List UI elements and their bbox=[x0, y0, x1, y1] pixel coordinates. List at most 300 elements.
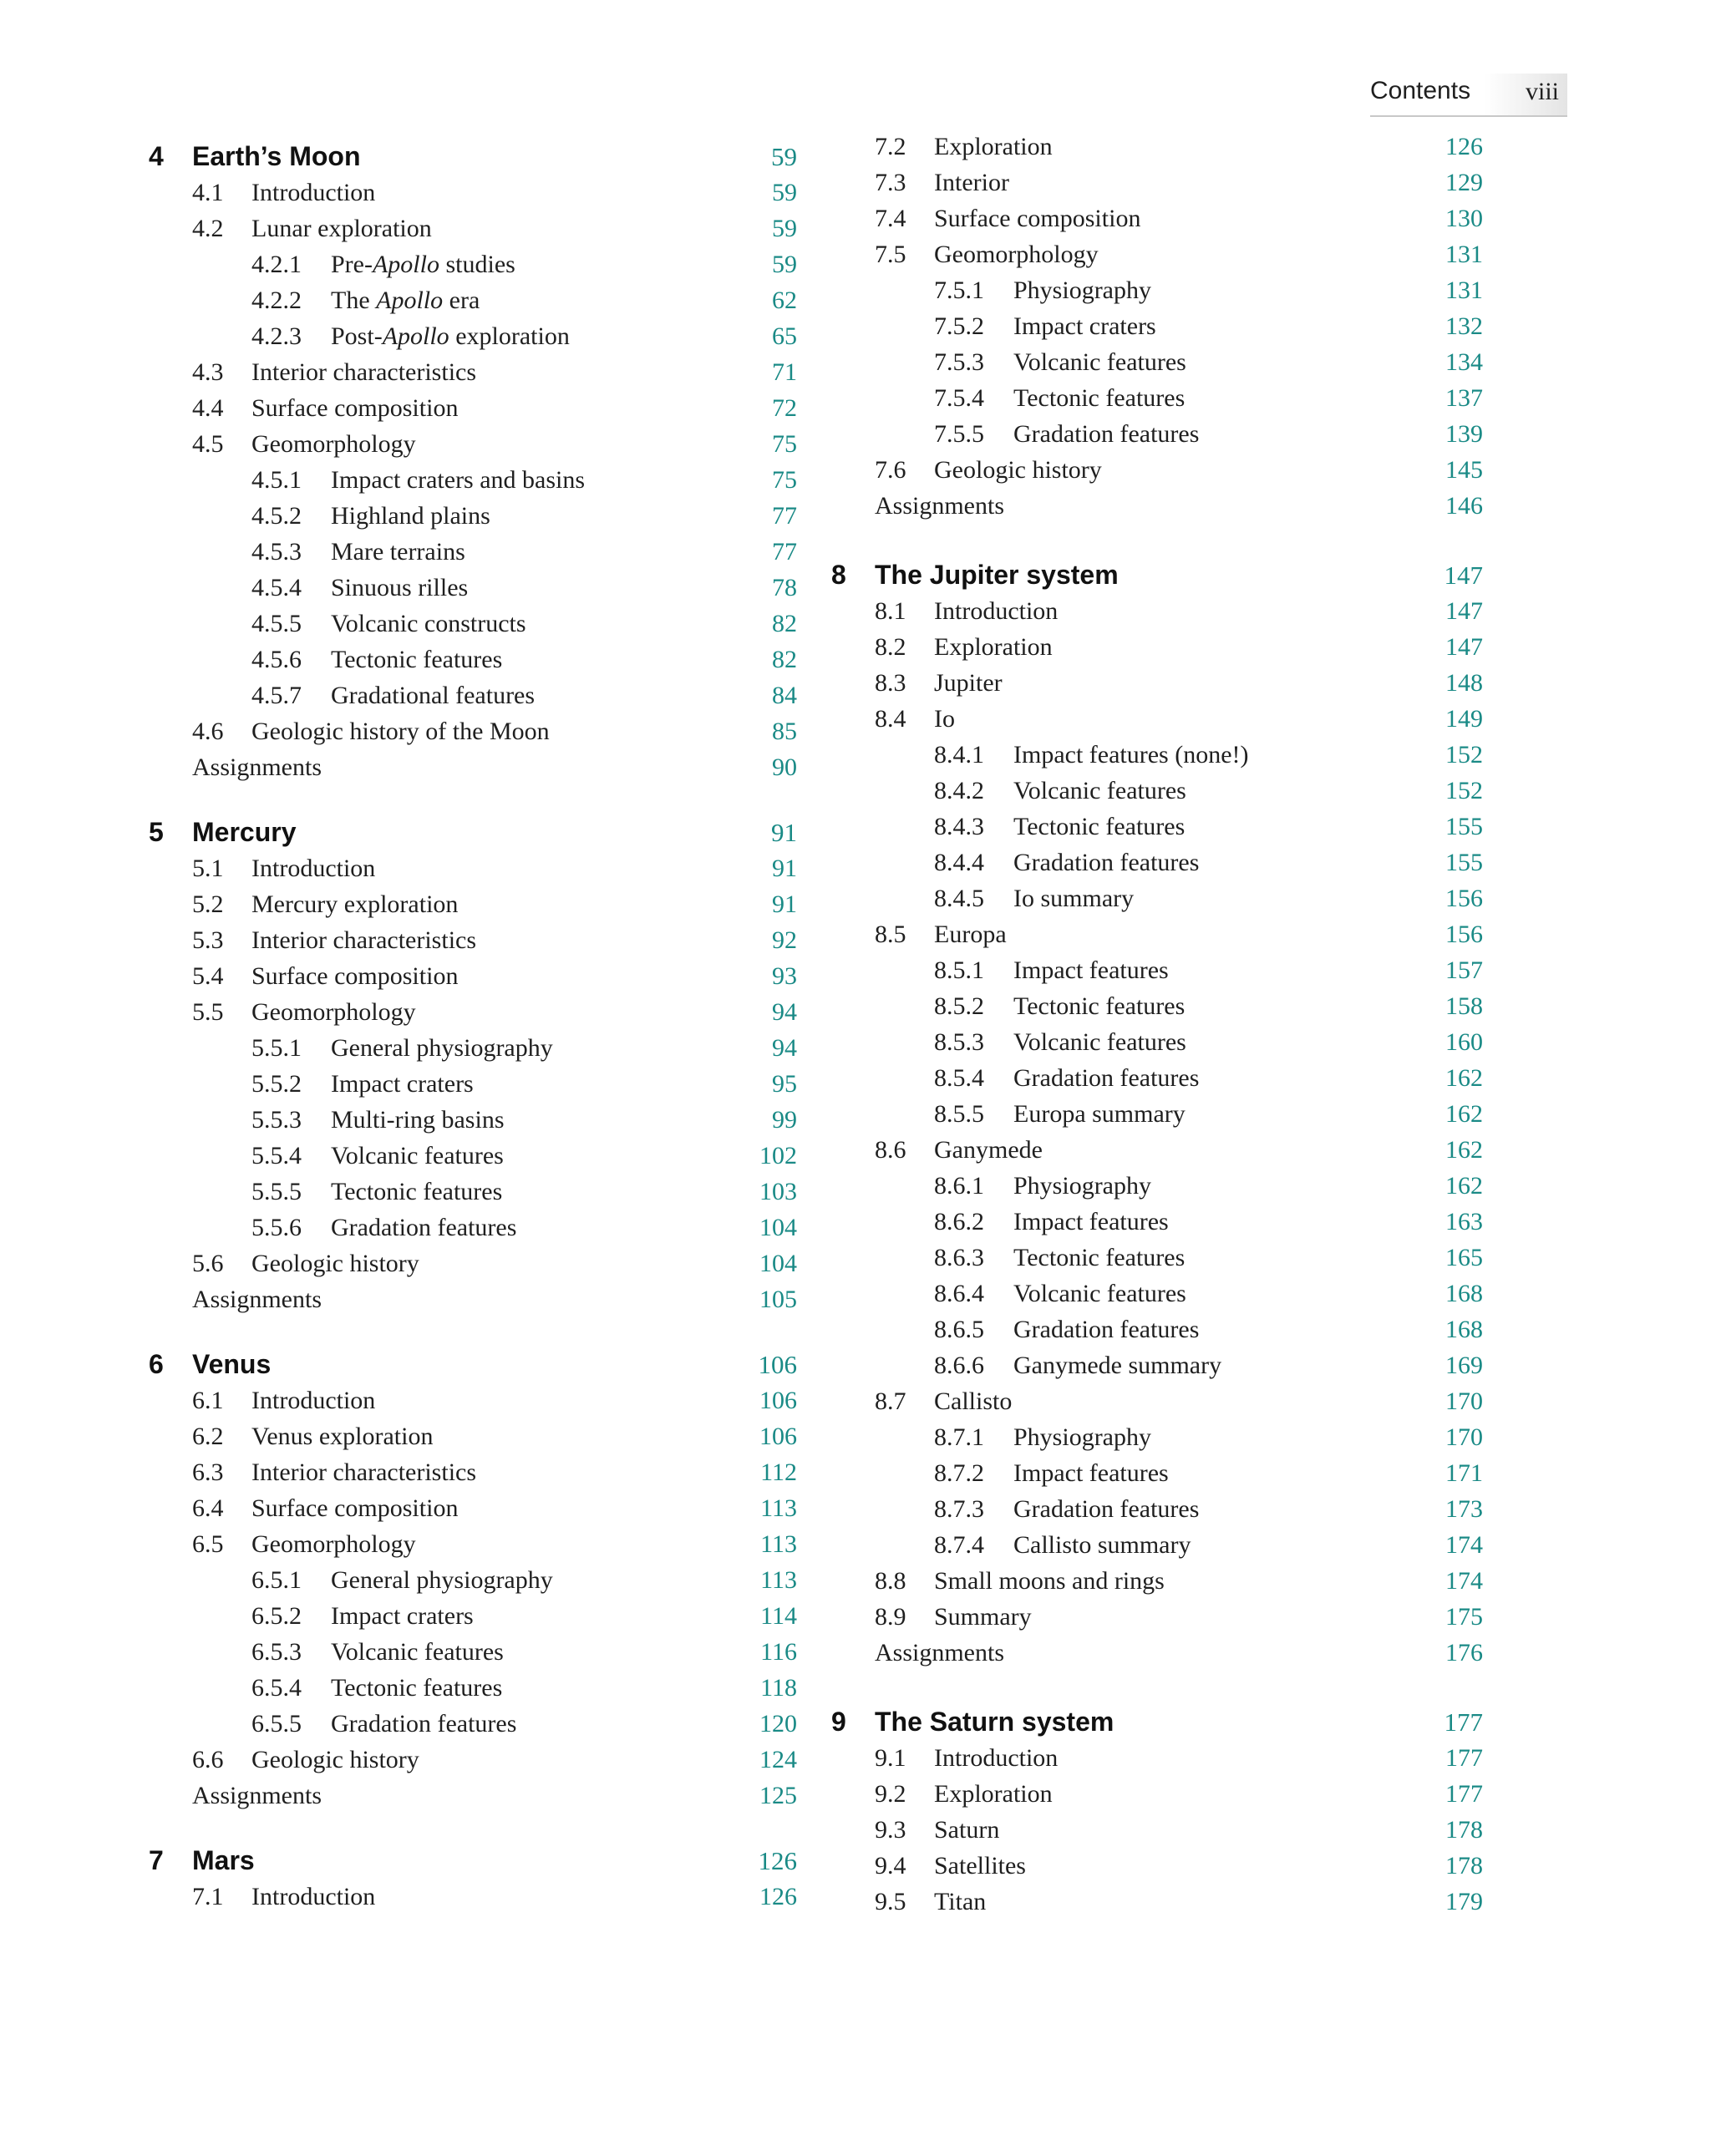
toc-sub-row[interactable] bbox=[149, 1102, 797, 1138]
toc-page-number[interactable]: 134 bbox=[1445, 348, 1483, 376]
toc-page-number[interactable]: 113 bbox=[760, 1494, 797, 1522]
toc-entry-number: 5.3 bbox=[192, 926, 224, 954]
toc-page-number[interactable]: 148 bbox=[1445, 669, 1483, 697]
toc-entry-title: Volcanic features bbox=[1013, 777, 1186, 804]
toc-sub-row[interactable] bbox=[149, 498, 797, 534]
toc-page-number[interactable]: 95 bbox=[772, 1070, 797, 1098]
toc-page-number[interactable]: 114 bbox=[760, 1602, 797, 1630]
toc-sub-row[interactable] bbox=[831, 1240, 1483, 1276]
toc-entry-title: Mars bbox=[192, 1845, 255, 1875]
toc-sub-row[interactable] bbox=[831, 308, 1483, 344]
toc-section-row[interactable] bbox=[149, 1879, 797, 1915]
running-header bbox=[1370, 74, 1567, 117]
toc-page-number[interactable]: 125 bbox=[759, 1782, 797, 1809]
toc-page-number[interactable]: 102 bbox=[759, 1142, 797, 1169]
toc-section-row[interactable] bbox=[149, 994, 797, 1030]
toc-sub-row[interactable] bbox=[831, 1060, 1483, 1096]
toc-chapter-row[interactable] bbox=[149, 1347, 797, 1382]
toc-sub-row[interactable] bbox=[831, 1024, 1483, 1060]
toc-entry-title: Tectonic features bbox=[1013, 992, 1186, 1020]
toc-section-row[interactable] bbox=[149, 850, 797, 886]
toc-sub-row[interactable] bbox=[831, 416, 1483, 452]
toc-section-row[interactable] bbox=[831, 1383, 1483, 1419]
toc-page-number[interactable]: 99 bbox=[772, 1106, 797, 1134]
toc-entry-number: 6.4 bbox=[192, 1494, 224, 1522]
toc-assign-row[interactable] bbox=[149, 1778, 797, 1814]
toc-section-row[interactable] bbox=[831, 1812, 1483, 1848]
toc-section-row[interactable] bbox=[831, 1132, 1483, 1168]
toc-entry-number: 5.1 bbox=[192, 855, 224, 882]
toc-page-number[interactable]: 176 bbox=[1445, 1639, 1483, 1666]
toc-page-number[interactable]: 175 bbox=[1445, 1603, 1483, 1631]
toc-page-number[interactable]: 126 bbox=[759, 1883, 797, 1910]
toc-page-number[interactable]: 85 bbox=[772, 718, 797, 745]
toc-entry-title: Introduction bbox=[251, 1387, 376, 1414]
toc-sub-row[interactable] bbox=[831, 1204, 1483, 1240]
toc-sub-row[interactable] bbox=[831, 1419, 1483, 1455]
toc-page-number[interactable]: 177 bbox=[1444, 1707, 1483, 1737]
toc-entry-number: 8.1 bbox=[875, 597, 906, 625]
toc-section-row[interactable] bbox=[149, 1245, 797, 1281]
toc-page-number[interactable]: 78 bbox=[772, 574, 797, 601]
toc-section-row[interactable] bbox=[831, 1740, 1483, 1776]
toc-entry-title: Volcanic features bbox=[1013, 348, 1186, 376]
toc-page-number[interactable]: 155 bbox=[1445, 849, 1483, 876]
toc-page-number[interactable]: 131 bbox=[1445, 241, 1483, 268]
toc-entry-number: 7 bbox=[149, 1845, 164, 1875]
toc-assign-row[interactable] bbox=[149, 749, 797, 785]
toc-entry-title: Impact features bbox=[1013, 1208, 1169, 1235]
toc-entry-title: Assignments bbox=[192, 753, 322, 781]
toc-entry-number: 8.6.5 bbox=[934, 1316, 984, 1343]
toc-page-number[interactable]: 84 bbox=[772, 682, 797, 709]
toc-entry-title: Io bbox=[934, 705, 955, 733]
toc-page-number[interactable]: 163 bbox=[1445, 1208, 1483, 1235]
toc-entry-number: 9.5 bbox=[875, 1888, 906, 1915]
toc-chapter-row[interactable] bbox=[831, 1704, 1483, 1740]
toc-entry-title: Impact features (none!) bbox=[1013, 741, 1249, 769]
toc-entry-number: 5.6 bbox=[192, 1250, 224, 1277]
toc-sub-row[interactable] bbox=[831, 380, 1483, 416]
toc-entry-number: 8.7 bbox=[875, 1387, 906, 1415]
toc-entry-title bbox=[331, 318, 570, 354]
toc-page-number[interactable]: 126 bbox=[758, 1846, 797, 1875]
toc-entry-number: 7.5.3 bbox=[934, 348, 984, 376]
toc-sub-row[interactable] bbox=[831, 952, 1483, 988]
toc-section-row[interactable] bbox=[149, 175, 797, 211]
toc-entry-title: Assignments bbox=[192, 1782, 322, 1809]
toc-page-number[interactable]: 94 bbox=[772, 998, 797, 1026]
toc-assign-row[interactable] bbox=[831, 488, 1483, 524]
toc-entry-title: Impact craters bbox=[1013, 312, 1156, 340]
toc-page-number[interactable]: 146 bbox=[1445, 492, 1483, 520]
toc-entry-title: Gradational features bbox=[331, 682, 536, 709]
toc-entry-number: 8.6.1 bbox=[934, 1172, 984, 1200]
toc-entry-title: Gradation features bbox=[331, 1710, 517, 1737]
toc-sub-row[interactable] bbox=[831, 272, 1483, 308]
toc-page-number[interactable]: 156 bbox=[1445, 885, 1483, 912]
toc-entry-title: Geomorphology bbox=[934, 241, 1099, 268]
toc-entry-number: 7.5 bbox=[875, 241, 906, 268]
toc-page-number[interactable]: 170 bbox=[1445, 1387, 1483, 1415]
toc-sub-row[interactable] bbox=[149, 677, 797, 713]
toc-section-row[interactable] bbox=[149, 211, 797, 246]
toc-page-number[interactable]: 106 bbox=[759, 1387, 797, 1414]
toc-entry-number: 4.2.1 bbox=[251, 251, 302, 278]
toc-entry-number: 8.5.4 bbox=[934, 1064, 984, 1092]
toc-page-number[interactable]: 90 bbox=[772, 753, 797, 781]
toc-page-number[interactable]: 126 bbox=[1445, 133, 1483, 160]
toc-page-number[interactable]: 65 bbox=[772, 322, 797, 350]
toc-entry-title: Exploration bbox=[934, 1780, 1053, 1808]
toc-section-row[interactable] bbox=[831, 129, 1483, 165]
toc-section-row[interactable] bbox=[149, 1490, 797, 1526]
toc-page-number[interactable]: 91 bbox=[772, 855, 797, 882]
toc-section-row[interactable] bbox=[149, 1454, 797, 1490]
toc-entry-title: Volcanic features bbox=[1013, 1028, 1186, 1056]
toc-page-number[interactable]: 179 bbox=[1445, 1888, 1483, 1915]
toc-page-number[interactable]: 71 bbox=[772, 358, 797, 386]
toc-page-number[interactable]: 160 bbox=[1445, 1028, 1483, 1056]
toc-entry-title: Introduction bbox=[251, 1883, 376, 1910]
toc-section-row[interactable] bbox=[149, 426, 797, 462]
toc-entry-number: 8.4 bbox=[875, 705, 906, 733]
toc-entry-title: Volcanic features bbox=[1013, 1280, 1186, 1307]
toc-section-row[interactable] bbox=[831, 593, 1483, 629]
toc-section-row[interactable] bbox=[831, 665, 1483, 701]
toc-page-number[interactable]: 177 bbox=[1445, 1780, 1483, 1808]
toc-sub-row[interactable] bbox=[831, 1311, 1483, 1347]
toc-sub-row[interactable] bbox=[831, 809, 1483, 845]
toc-page-number[interactable]: 131 bbox=[1445, 276, 1483, 304]
toc-page-number[interactable]: 162 bbox=[1445, 1100, 1483, 1128]
toc-page-number[interactable]: 113 bbox=[760, 1530, 797, 1558]
toc-sub-row[interactable] bbox=[149, 534, 797, 570]
toc-page-number[interactable]: 59 bbox=[772, 179, 797, 206]
toc-entry-title: Saturn bbox=[934, 1816, 1000, 1844]
toc-chapter-row[interactable] bbox=[831, 557, 1483, 593]
toc-page-number[interactable]: 116 bbox=[760, 1638, 797, 1666]
toc-entry-title: General physiography bbox=[331, 1566, 553, 1594]
toc-section-row[interactable] bbox=[831, 165, 1483, 200]
toc-page-number[interactable]: 59 bbox=[771, 142, 797, 171]
toc-page-number[interactable]: 129 bbox=[1445, 169, 1483, 196]
toc-section-row[interactable] bbox=[831, 452, 1483, 488]
toc-sub-row[interactable] bbox=[149, 606, 797, 642]
toc-sub-row[interactable] bbox=[831, 773, 1483, 809]
toc-sub-row[interactable] bbox=[149, 1562, 797, 1598]
toc-entry-title: Io summary bbox=[1013, 885, 1135, 912]
toc-entry-title: Introduction bbox=[251, 855, 376, 882]
toc-entry-title: Gradation features bbox=[331, 1214, 517, 1241]
toc-entry-title: Surface composition bbox=[251, 394, 459, 422]
toc-entry-number: 6.5.2 bbox=[251, 1602, 302, 1630]
toc-entry-title: Summary bbox=[934, 1603, 1032, 1631]
toc-entry-title: Geomorphology bbox=[251, 430, 416, 458]
toc-entry-title: Surface composition bbox=[251, 1494, 459, 1522]
toc-section-row[interactable] bbox=[149, 1742, 797, 1778]
toc-sub-row[interactable] bbox=[831, 988, 1483, 1024]
toc-page-number[interactable]: 106 bbox=[759, 1423, 797, 1450]
toc-section-row[interactable] bbox=[149, 390, 797, 426]
toc-page-number[interactable]: 118 bbox=[760, 1674, 797, 1702]
toc-chapter-row[interactable] bbox=[149, 1843, 797, 1879]
toc-entry-title: Assignments bbox=[875, 492, 1005, 520]
toc-entry-title: Interior characteristics bbox=[251, 358, 477, 386]
toc-entry-number: 8.2 bbox=[875, 633, 906, 661]
toc-entry-number: 4.5.7 bbox=[251, 682, 302, 709]
toc-section-row[interactable] bbox=[149, 1526, 797, 1562]
toc-sub-row[interactable] bbox=[831, 1347, 1483, 1383]
toc-section-row[interactable] bbox=[149, 922, 797, 958]
toc-page-number[interactable]: 174 bbox=[1445, 1567, 1483, 1595]
toc-page-number[interactable]: 171 bbox=[1445, 1459, 1483, 1487]
toc-page-number[interactable]: 77 bbox=[772, 538, 797, 566]
toc-entry-number: 4.1 bbox=[192, 179, 224, 206]
toc-sub-row[interactable] bbox=[149, 1066, 797, 1102]
toc-chapter-row[interactable] bbox=[149, 139, 797, 175]
toc-entry-title: General physiography bbox=[331, 1034, 553, 1062]
toc-sub-row[interactable] bbox=[149, 1706, 797, 1742]
toc-sub-row[interactable] bbox=[149, 1174, 797, 1210]
toc-sub-row[interactable] bbox=[831, 1455, 1483, 1491]
toc-page-number[interactable]: 177 bbox=[1445, 1744, 1483, 1772]
toc-sub-row[interactable] bbox=[149, 570, 797, 606]
toc-page-number[interactable]: 72 bbox=[772, 394, 797, 422]
toc-sub-row[interactable] bbox=[149, 1598, 797, 1634]
toc-page-number[interactable]: 82 bbox=[772, 646, 797, 673]
toc-section-row[interactable] bbox=[831, 1884, 1483, 1920]
toc-page-number[interactable]: 178 bbox=[1445, 1816, 1483, 1844]
toc-page-number[interactable]: 75 bbox=[772, 430, 797, 458]
toc-sub-row[interactable] bbox=[831, 1527, 1483, 1563]
toc-entry-number: 5.2 bbox=[192, 890, 224, 918]
toc-page-number[interactable]: 156 bbox=[1445, 921, 1483, 948]
toc-page-number[interactable]: 91 bbox=[771, 818, 797, 847]
toc-page-number[interactable]: 59 bbox=[772, 251, 797, 278]
toc-entry-number: 6.3 bbox=[192, 1458, 224, 1486]
toc-entry-number: 6.5 bbox=[192, 1530, 224, 1558]
toc-section-row[interactable] bbox=[831, 1848, 1483, 1884]
toc-page-number[interactable]: 165 bbox=[1445, 1244, 1483, 1271]
toc-page-number[interactable]: 152 bbox=[1445, 741, 1483, 769]
toc-entry-number: 8.5.3 bbox=[934, 1028, 984, 1056]
toc-section-row[interactable] bbox=[831, 701, 1483, 737]
toc-page-number[interactable]: 103 bbox=[759, 1178, 797, 1205]
toc-sub-row[interactable] bbox=[149, 1210, 797, 1245]
toc-sub-row[interactable] bbox=[831, 880, 1483, 916]
toc-page-number[interactable]: 137 bbox=[1445, 384, 1483, 412]
toc-entry-title: Ganymede bbox=[934, 1136, 1043, 1164]
toc-entry-number: 7.5.1 bbox=[934, 276, 984, 304]
title-italic-part: Apollo bbox=[372, 251, 439, 278]
toc-page-number[interactable]: 162 bbox=[1445, 1136, 1483, 1164]
toc-page-number[interactable]: 77 bbox=[772, 502, 797, 530]
toc-page-number[interactable]: 168 bbox=[1445, 1280, 1483, 1307]
toc-section-row[interactable] bbox=[831, 1776, 1483, 1812]
toc-page-number[interactable]: 105 bbox=[759, 1286, 797, 1313]
toc-entry-title: Callisto bbox=[934, 1387, 1013, 1415]
toc-page-number[interactable]: 112 bbox=[760, 1458, 797, 1486]
toc-entry-title: Geologic history bbox=[251, 1250, 419, 1277]
toc-sub-row[interactable] bbox=[149, 1138, 797, 1174]
toc-entry-title: Satellites bbox=[934, 1852, 1026, 1880]
toc-page-number[interactable]: 149 bbox=[1445, 705, 1483, 733]
toc-page-number[interactable]: 139 bbox=[1445, 420, 1483, 448]
toc-sub-row[interactable] bbox=[149, 318, 797, 354]
toc-entry-number: 5.5.2 bbox=[251, 1070, 302, 1098]
toc-entry-title: Venus bbox=[192, 1349, 272, 1379]
toc-sub-row[interactable] bbox=[831, 737, 1483, 773]
toc-page-number[interactable]: 155 bbox=[1445, 813, 1483, 840]
toc-sub-row[interactable] bbox=[149, 1634, 797, 1670]
toc-page-number[interactable]: 104 bbox=[759, 1250, 797, 1277]
toc-entry-title: Gradation features bbox=[1013, 1316, 1200, 1343]
title-part: era bbox=[443, 287, 480, 314]
toc-entry-title: Physiography bbox=[1013, 1423, 1151, 1451]
toc-page-number[interactable]: 152 bbox=[1445, 777, 1483, 804]
toc-page-number[interactable]: 147 bbox=[1445, 597, 1483, 625]
toc-page-number[interactable]: 113 bbox=[760, 1566, 797, 1594]
toc-sub-row[interactable] bbox=[149, 282, 797, 318]
toc-entry-number: 6.2 bbox=[192, 1423, 224, 1450]
toc-page-number[interactable]: 62 bbox=[772, 287, 797, 314]
toc-entry-title: Interior characteristics bbox=[251, 1458, 477, 1486]
toc-entry-number: 7.5.4 bbox=[934, 384, 984, 412]
toc-entry-title: Callisto summary bbox=[1013, 1531, 1191, 1559]
toc-section-row[interactable] bbox=[149, 886, 797, 922]
toc-section-row[interactable] bbox=[831, 200, 1483, 236]
toc-entry-title: Volcanic constructs bbox=[331, 610, 526, 637]
toc-entry-number: 8.7.1 bbox=[934, 1423, 984, 1451]
toc-sub-row[interactable] bbox=[149, 462, 797, 498]
toc-entry-number: 8 bbox=[831, 560, 846, 590]
toc-section-row[interactable] bbox=[831, 1599, 1483, 1635]
toc-section-row[interactable] bbox=[831, 629, 1483, 665]
toc-assign-row[interactable] bbox=[149, 1281, 797, 1317]
toc-chapter-row[interactable] bbox=[149, 814, 797, 850]
toc-entry-title: Europa bbox=[934, 921, 1007, 948]
toc-page-number[interactable]: 92 bbox=[772, 926, 797, 954]
toc-entry-title: Impact craters and basins bbox=[331, 466, 586, 494]
toc-page-number[interactable]: 82 bbox=[772, 610, 797, 637]
toc-sub-row[interactable] bbox=[831, 1096, 1483, 1132]
toc-entry-number: 4 bbox=[149, 141, 164, 171]
toc-entry-number: 7.2 bbox=[875, 133, 906, 160]
toc-page-number[interactable]: 93 bbox=[772, 962, 797, 990]
toc-page-number[interactable]: 106 bbox=[758, 1350, 797, 1379]
toc-section-row[interactable] bbox=[149, 354, 797, 390]
toc-entry-number: 8.5 bbox=[875, 921, 906, 948]
toc-sub-row[interactable] bbox=[831, 845, 1483, 880]
toc-entry-number: 8.5.2 bbox=[934, 992, 984, 1020]
toc-page-number[interactable]: 157 bbox=[1445, 956, 1483, 984]
running-header-title: Contents bbox=[1370, 77, 1471, 104]
toc-page-number[interactable]: 91 bbox=[772, 890, 797, 918]
toc-sub-row[interactable] bbox=[831, 1491, 1483, 1527]
toc-page-number[interactable]: 178 bbox=[1445, 1852, 1483, 1880]
toc-entry-number: 8.7.4 bbox=[934, 1531, 984, 1559]
toc-page-number[interactable]: 130 bbox=[1445, 205, 1483, 232]
toc-entry-number: 5.5 bbox=[192, 998, 224, 1026]
toc-page-number[interactable]: 158 bbox=[1445, 992, 1483, 1020]
toc-page-number[interactable]: 162 bbox=[1445, 1172, 1483, 1200]
toc-entry-title: Geomorphology bbox=[251, 998, 416, 1026]
toc-entry-number: 4.5.3 bbox=[251, 538, 302, 566]
toc-entry-title: Volcanic features bbox=[331, 1638, 504, 1666]
toc-page-number[interactable]: 132 bbox=[1445, 312, 1483, 340]
toc-entry-title: Highland plains bbox=[331, 502, 490, 530]
title-part: Pre- bbox=[331, 251, 373, 278]
toc-section-row[interactable] bbox=[831, 1563, 1483, 1599]
toc-entry-title: Geologic history of the Moon bbox=[251, 718, 550, 745]
toc-section-row[interactable] bbox=[149, 958, 797, 994]
toc-sub-row[interactable] bbox=[831, 344, 1483, 380]
toc-section-row[interactable] bbox=[149, 1382, 797, 1418]
title-part: Post- bbox=[331, 322, 383, 350]
toc-page-number[interactable]: 147 bbox=[1444, 561, 1483, 590]
toc-page-number[interactable]: 120 bbox=[759, 1710, 797, 1737]
toc-page-number[interactable]: 168 bbox=[1445, 1316, 1483, 1343]
toc-entry-title: Gradation features bbox=[1013, 1064, 1200, 1092]
toc-page-number[interactable]: 124 bbox=[759, 1746, 797, 1773]
toc-entry-number: 8.4.1 bbox=[934, 741, 984, 769]
toc-entry-title bbox=[331, 282, 480, 318]
toc-sub-row[interactable] bbox=[149, 642, 797, 677]
toc-entry-title: Sinuous rilles bbox=[331, 574, 469, 601]
toc-page-number[interactable]: 75 bbox=[772, 466, 797, 494]
toc-section-row[interactable] bbox=[831, 916, 1483, 952]
toc-page-number[interactable]: 173 bbox=[1445, 1495, 1483, 1523]
toc-entry-title: Earth’s Moon bbox=[192, 141, 361, 171]
toc-page-number[interactable]: 174 bbox=[1445, 1531, 1483, 1559]
toc-entry-number: 5.5.3 bbox=[251, 1106, 302, 1134]
toc-entry-number: 8.5.1 bbox=[934, 956, 984, 984]
toc-entry-title: Venus exploration bbox=[251, 1423, 434, 1450]
toc-section-row[interactable] bbox=[149, 1418, 797, 1454]
toc-page-number[interactable]: 104 bbox=[759, 1214, 797, 1241]
toc-page-number[interactable]: 147 bbox=[1445, 633, 1483, 661]
toc-sub-row[interactable] bbox=[831, 1276, 1483, 1311]
toc-entry-number: 7.3 bbox=[875, 169, 906, 196]
toc-section-row[interactable] bbox=[831, 236, 1483, 272]
toc-entry-number: 4.5.5 bbox=[251, 610, 302, 637]
toc-section-row[interactable] bbox=[149, 713, 797, 749]
toc-entry-number: 4.4 bbox=[192, 394, 224, 422]
toc-entry-title: Titan bbox=[934, 1888, 987, 1915]
toc-entry-number: 8.3 bbox=[875, 669, 906, 697]
toc-entry-title: Gradation features bbox=[1013, 420, 1200, 448]
toc-page-number[interactable]: 94 bbox=[772, 1034, 797, 1062]
toc-entry-title: Mercury exploration bbox=[251, 890, 459, 918]
page-number: viii bbox=[1525, 78, 1559, 105]
toc-entry-number: 6.5.1 bbox=[251, 1566, 302, 1594]
toc-page-number[interactable]: 170 bbox=[1445, 1423, 1483, 1451]
toc-sub-row[interactable] bbox=[149, 1030, 797, 1066]
toc-entry-title: Geomorphology bbox=[251, 1530, 416, 1558]
toc-sub-row[interactable] bbox=[149, 246, 797, 282]
toc-page-number[interactable]: 145 bbox=[1445, 456, 1483, 484]
toc-entry-title: Tectonic features bbox=[331, 1178, 503, 1205]
toc-page-number[interactable]: 59 bbox=[772, 215, 797, 242]
toc-sub-row[interactable] bbox=[149, 1670, 797, 1706]
toc-entry-number: 6.5.3 bbox=[251, 1638, 302, 1666]
toc-page-number[interactable]: 162 bbox=[1445, 1064, 1483, 1092]
toc-page-number[interactable]: 169 bbox=[1445, 1352, 1483, 1379]
toc-entry-number: 4.2 bbox=[192, 215, 224, 242]
toc-assign-row[interactable] bbox=[831, 1635, 1483, 1671]
toc-sub-row[interactable] bbox=[831, 1168, 1483, 1204]
